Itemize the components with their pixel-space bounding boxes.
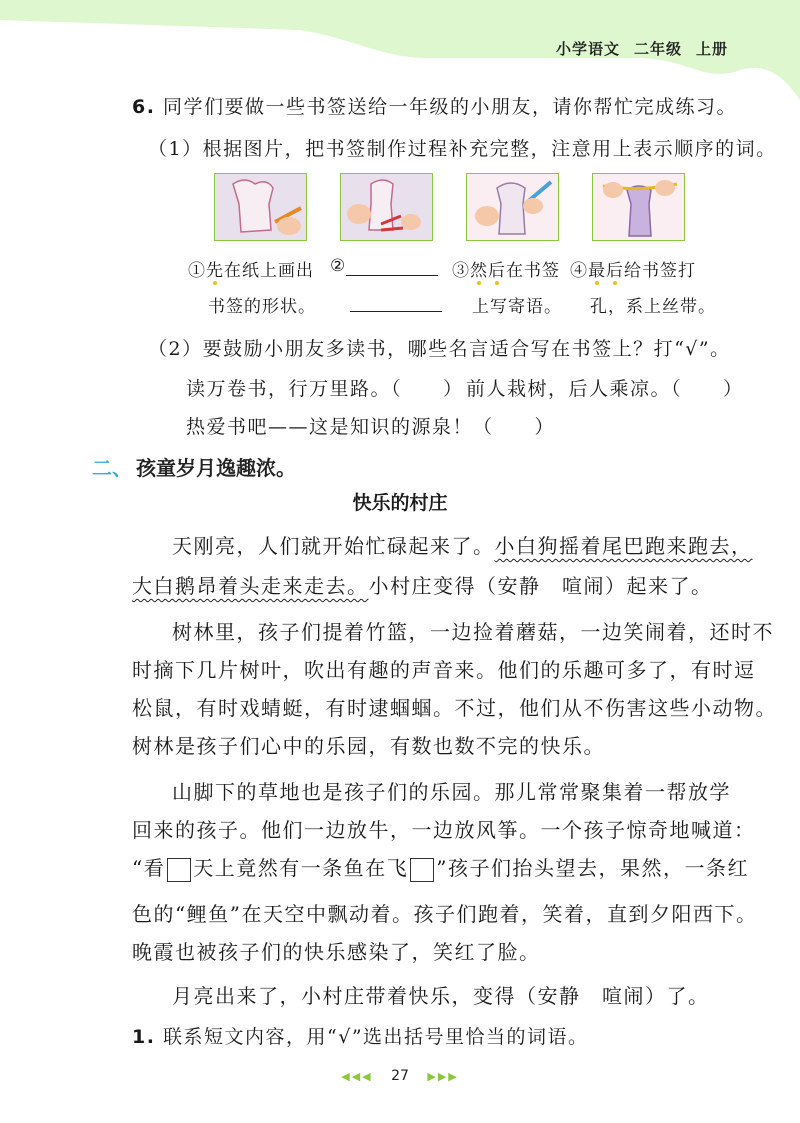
step-4-line2: 孔，系上丝带。 [590,297,716,317]
sequence-dot [613,281,617,285]
section-2-number: 二、 [92,456,132,480]
article-p2-line4: 树林是孩子们心中的乐园，有数也数不完的快乐。 [132,734,605,758]
punctuation-box-1[interactable] [167,858,191,882]
q6-prompt-text: 同学们要做一些书签送给一年级的小朋友，请你帮忙完成练习。 [163,96,738,118]
step-2-blank-1[interactable] [346,257,438,276]
article-title: 快乐的村庄 [352,492,448,514]
tie-ribbon-illustration [593,174,685,240]
step-3-line2: 上写寄语。 [472,297,562,317]
step-4-line1: ④最后给书签打 [570,261,696,281]
sequence-dot [495,281,499,285]
article-p3-quote-mid: 天上竟然有一条鱼在飞 [193,856,409,880]
draw-outline-illustration [215,174,307,240]
write-message-illustration [467,174,559,240]
step-3-line1: ③然后在书签 [452,261,560,281]
article-p3-quote-start: “看 [132,856,166,880]
header-grade: 二年级 [633,40,682,58]
step-1-line2: 书签的形状。 [208,297,316,317]
sequence-dot [213,281,217,285]
article-p3-line5: 晚霞也被孩子们的快乐感染了，笑红了脸。 [132,940,541,964]
article-p2-line3: 松鼠，有时戏蜻蜓，有时逮蝈蝈。不过，他们从不伤害这些小动物。 [132,696,777,720]
saying-1[interactable]: 读万卷书，行万里路。（ ） [186,378,464,400]
article-p2-line2: 时摘下几片树叶，吹出有趣的声音来。他们的乐趣可多了，有时逗 [132,658,756,682]
q6-number: 6. [132,96,156,118]
article-p3-quote-end: ”孩子们抬头望去，果然，一条红 [436,856,749,880]
q6-prompt [132,92,737,119]
article-p1-a: 天刚亮，人们就开始忙碌起来了。 [172,534,495,558]
q6-part2: （2）要鼓励小朋友多读书，哪些名言适合写在书签上？打“√”。 [148,338,731,360]
section-2-title [92,452,296,481]
page-number: 27 [391,1068,409,1084]
step-2-blank-2[interactable] [350,293,442,312]
step-picture-4 [592,173,685,241]
article-p1-line1 [172,530,753,559]
step-2-line1 [330,256,438,276]
article-p4[interactable]: 月亮出来了，小村庄带着快乐，变得（安静 喧闹）了。 [172,984,710,1008]
article-p1-c: 大白鹅昂着头走来走去。 [132,574,369,598]
header-volume: 上册 [695,40,728,58]
right-arrows-icon: ▶▶▶ [427,1070,459,1083]
left-arrows-icon: ◀◀◀ [341,1070,373,1083]
sequence-dot [477,281,481,285]
q1-number: 1. [132,1026,156,1048]
page-footer [0,1068,800,1084]
q1-text: 联系短文内容，用“√”选出括号里恰当的词语。 [163,1026,589,1048]
step-1-line1: ①先在纸上画出 [188,261,314,281]
article-p3-line1: 山脚下的草地也是孩子们的乐园。那儿常常聚集着一帮放学 [172,780,731,804]
punctuation-box-2[interactable] [410,858,434,882]
q6-part1: （1）根据图片，把书签制作过程补充完整，注意用上表示顺序的词。 [148,138,777,160]
article-p1-line2 [132,570,713,599]
article-p2-line1: 树林里，孩子们提着竹篮，一边捡着蘑菇，一边笑闹着，还时不 [172,620,774,644]
header-title [542,38,728,59]
q1-prompt [132,1022,589,1049]
step-2-label: ② [330,256,347,276]
saying-2[interactable]: 前人栽树，后人乘凉。（ ） [466,378,744,400]
article-p3-line2: 回来的孩子。他们一边放牛，一边放风筝。一个孩子惊奇地喊道： [132,818,756,842]
cut-out-illustration [341,174,433,240]
step-picture-1 [214,173,307,241]
article-p1-b: 小白狗摇着尾巴跑来跑去， [494,534,753,558]
article-p3-line3 [132,852,749,882]
step-picture-3 [466,173,559,241]
step-picture-2 [340,173,433,241]
article-p3-line4: 色的“鲤鱼”在天空中飘动着。孩子们跑着，笑着，直到夕阳西下。 [132,902,758,926]
saying-3[interactable]: 热爱书吧——这是知识的源泉！（ ） [186,416,556,438]
header-subject: 小学语文 [555,40,620,58]
article-p1-d[interactable]: 小村庄变得（安静 喧闹）起来了。 [368,574,713,598]
sequence-dot [595,281,599,285]
step-2-line2 [350,292,442,312]
section-2-text: 孩童岁月逸趣浓。 [136,456,296,480]
